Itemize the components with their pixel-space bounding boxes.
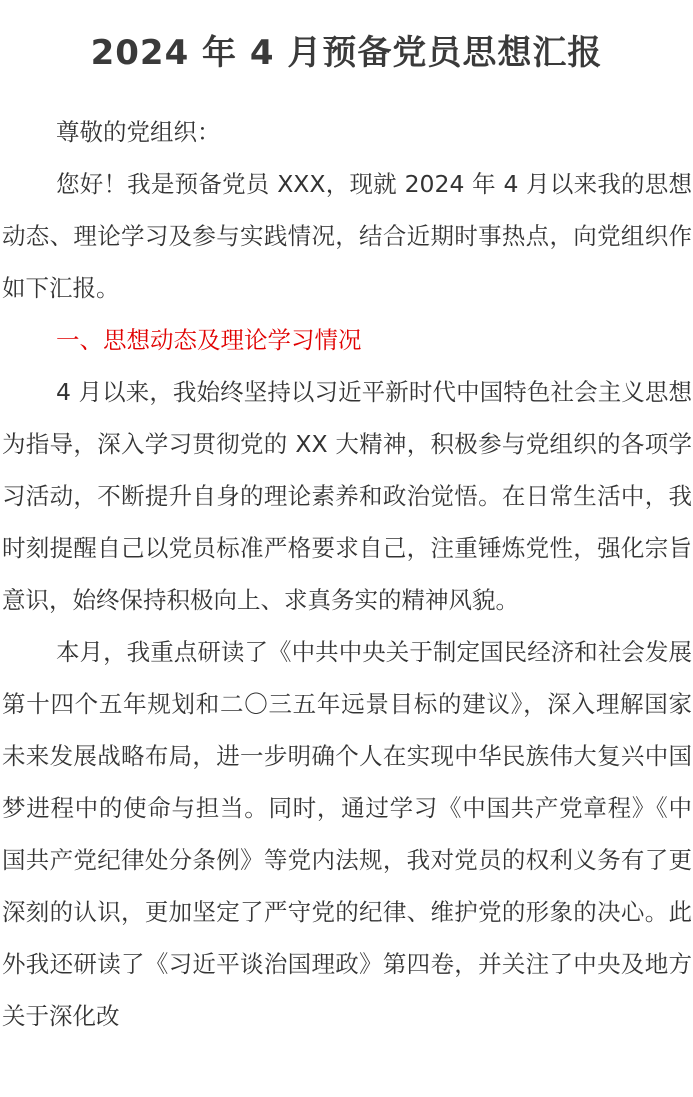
section-heading: 一、思想动态及理论学习情况 bbox=[56, 326, 362, 354]
body-paragraph: 本月，我重点研读了《中共中央关于制定国民经济和社会发展第十四个五年规划和二〇三五年远景目标的建议》，深入理解国家未来发展战略布局，进一步明确个人在实现中华民族伟大复兴中国梦进程中的使命与担当。同时，通过学习《中国共产党章程》《中国共产党纪律处分条例》等党内法规，我对党员的权利义务有了更深刻的认识，更加坚定了严守党的纪律、维护党的形象的决心。此外我还研读了《习近平谈治国理政》第四卷，并关注了中央及地方关于深化改 bbox=[2, 638, 692, 1030]
salutation: 尊敬的党组织： bbox=[56, 118, 221, 146]
document-body bbox=[2, 106, 692, 1042]
body-paragraph: 4 月以来，我始终坚持以习近平新时代中国特色社会主义思想为指导，深入学习贯彻党的 XX 大精神，积极参与党组织的各项学习活动，不断提升自身的理论素养和政治觉悟。在日常生活中，我时刻提醒自己以党员标准严格要求自己，注重锤炼党性，强化宗旨意识，始终保持积极向上、求真务实的精神风貌。 bbox=[2, 378, 692, 614]
document-title: 2024 年 4 月预备党员思想汇报 bbox=[90, 33, 603, 73]
intro-paragraph: 您好！我是预备党员 XXX，现就 2024 年 4 月以来我的思想动态、理论学习及参与实践情况，结合近期时事热点，向党组织作如下汇报。 bbox=[2, 170, 692, 302]
